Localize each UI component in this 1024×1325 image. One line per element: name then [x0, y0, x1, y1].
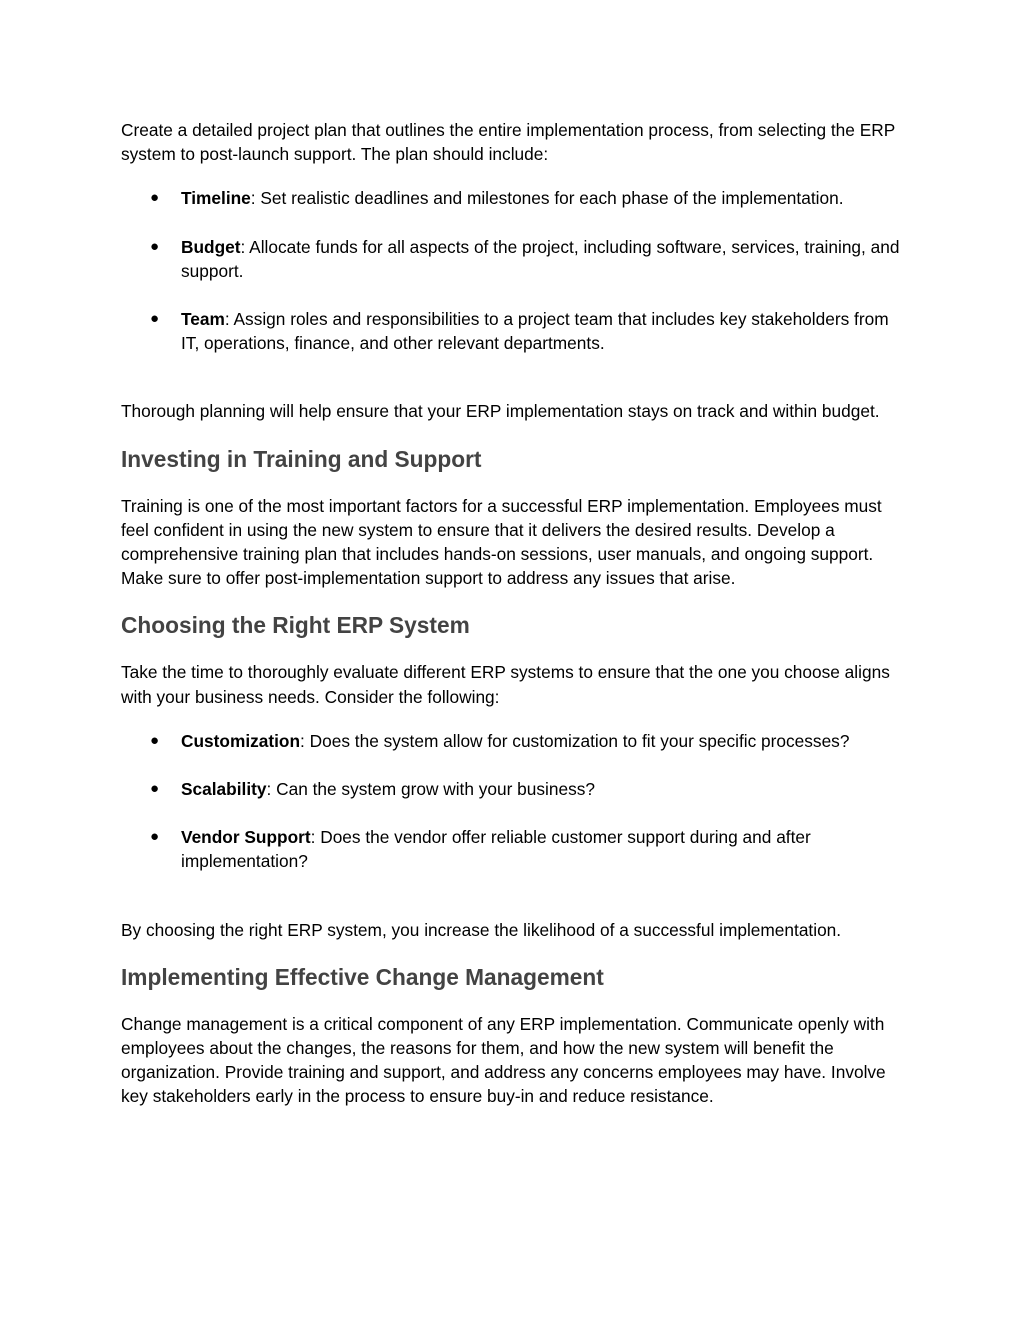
list-item-desc: : Set realistic deadlines and milestones for each phase of the implementation.: [250, 188, 844, 209]
list-item: [121, 825, 911, 873]
intro-paragraph: Create a detailed project plan that outlines the entire implementation process, from selecting the ERP system to post-launch support. The plan should include:: [121, 120, 895, 165]
list-item-term: Timeline: [181, 188, 251, 209]
list-item: [121, 729, 911, 753]
list-item-desc: : Assign roles and responsibilities to a project team that includes key stakeholders from IT, operations, finance, and other relevant departments.: [181, 309, 889, 354]
bullet-icon: ●: [150, 828, 160, 846]
list-item: [121, 307, 911, 355]
choosing-items-list: [121, 729, 911, 874]
list-item: [121, 186, 911, 210]
bullet-icon: ●: [150, 731, 160, 749]
list-item-desc: : Can the system grow with your business?: [266, 779, 595, 800]
bullet-icon: ●: [150, 189, 160, 207]
choosing-paragraph: Take the time to thoroughly evaluate different ERP systems to ensure that the one you choose aligns with your business needs. Consider the following:: [121, 662, 890, 707]
list-item-term: Team: [181, 309, 225, 330]
list-item-desc: : Allocate funds for all aspects of the project, including software, services, training, and support.: [181, 236, 900, 281]
list-item-desc: : Does the system allow for customization to fit your specific processes?: [300, 730, 850, 751]
change-heading: Implementing Effective Change Management: [121, 963, 604, 990]
planning-conclusion: Thorough planning will help ensure that your ERP implementation stays on track and within budget.: [121, 401, 880, 422]
list-item: [121, 235, 911, 283]
choosing-heading: Choosing the Right ERP System: [121, 612, 470, 639]
bullet-icon: ●: [150, 310, 160, 328]
bullet-icon: ●: [150, 780, 160, 798]
change-paragraph: Change management is a critical component of any ERP implementation. Communicate openly with employees about the changes, the reasons for them, and how the new system will benefit the organization. Provide training and support, and address any concerns employees may have. Involve key stakeholders early in the process to ensure buy-in and reduce resistance.: [121, 1013, 886, 1107]
training-heading: Investing in Training and Support: [121, 445, 482, 472]
plan-items-list: [121, 186, 911, 355]
document-page: [121, 118, 911, 1109]
bullet-icon: ●: [150, 237, 160, 255]
training-paragraph: Training is one of the most important factors for a successful ERP implementation. Employees must feel confident in using the new system to ensure that it delivers the desired results. Develop a comprehensive training plan that includes hands-on sessions, user manuals, and ongoing support. Make sure to offer post-implementation support to address any issues that arise.: [121, 495, 882, 589]
list-item-term: Customization: [181, 730, 301, 751]
list-item-term: Budget: [181, 236, 241, 257]
choosing-conclusion: By choosing the right ERP system, you increase the likelihood of a successful implementation.: [121, 919, 842, 940]
list-item-term: Scalability: [181, 779, 267, 800]
list-item: [121, 777, 911, 801]
list-item-desc: : Does the vendor offer reliable customer support during and after implementation?: [181, 827, 811, 872]
list-item-term: Vendor Support: [181, 827, 311, 848]
